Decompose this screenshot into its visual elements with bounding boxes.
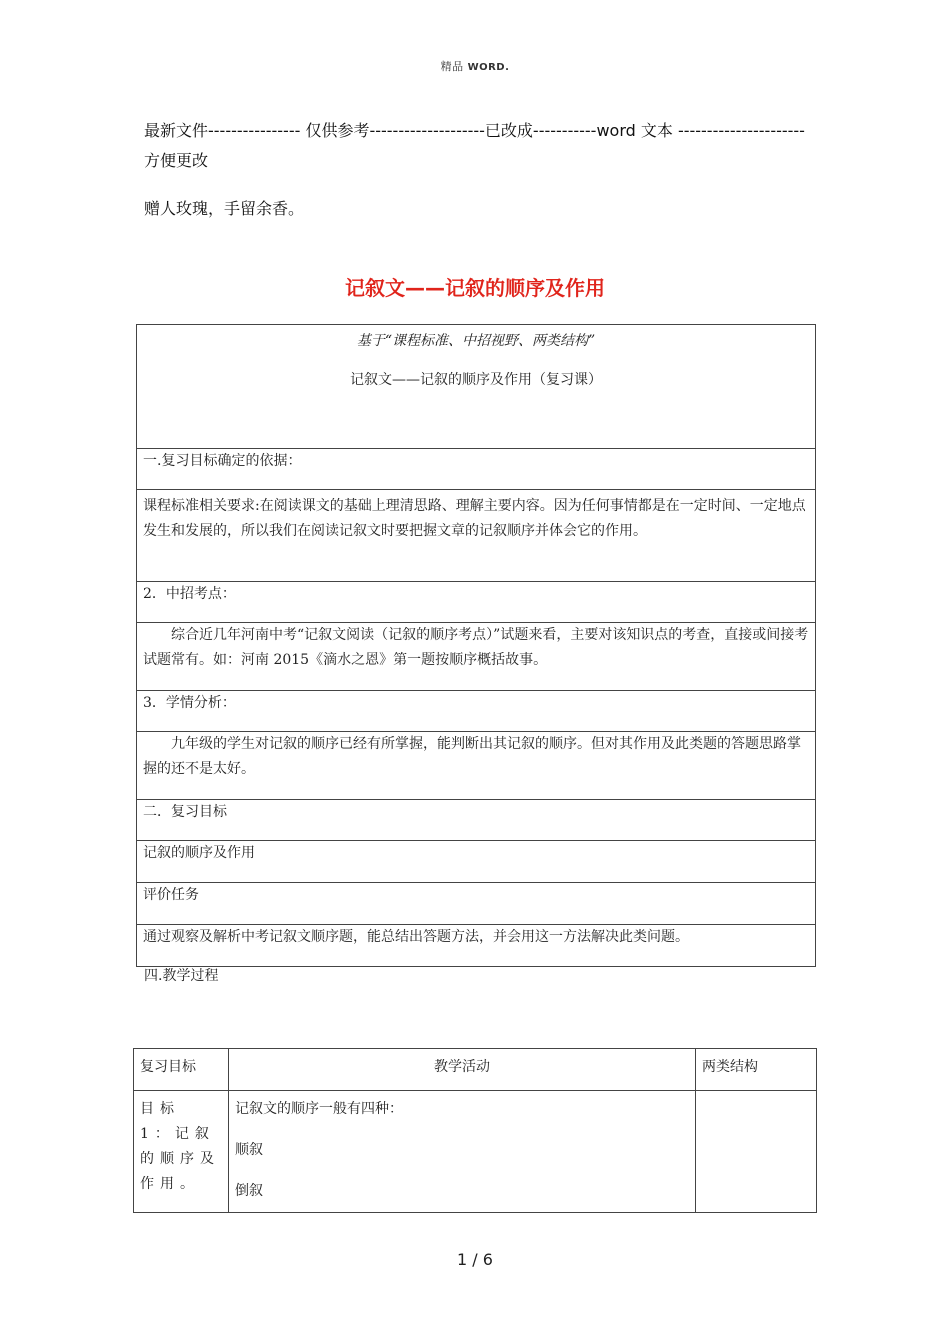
notice-motto: 赠人玫瑰，手留余香。 [144,199,305,218]
structure-cell [696,1091,817,1213]
intro-cell [137,325,816,449]
header-activity: 教学活动 [229,1049,696,1091]
table-row: 2．中招考点： [137,582,816,623]
document-title: 记叙文——记叙的顺序及作用 [345,276,605,300]
activity-line: 倒叙 [235,1183,263,1199]
activity-line: 顺叙 [235,1142,263,1158]
table-row: 二．复习目标 [137,800,816,841]
table-row: 课程标准相关要求:在阅读课文的基础上理清思路、理解主要内容。因为任何事情都是在一定时间、一定地点发生和发展的，所以我们在阅读记叙文时要把握文章的记叙顺序并体会它的作用。 [137,490,816,582]
header-brand-en: WORD. [467,62,510,73]
table-row: 评价任务 [137,883,816,925]
header-structure: 两类结构 [696,1049,817,1091]
table-row: 综合近几年河南中考“记叙文阅读（记叙的顺序考点）”试题来看，主要对该知识点的考查，直接或间接考试题常有。如：河南 2015《滴水之恩》第一题按顺序概括故事。 [137,623,816,691]
intro-lesson-name: 记叙文——记叙的顺序及作用（复习课） [350,372,602,388]
table-row: 一.复习目标确定的依据： [137,449,816,490]
activity-cell [229,1091,696,1213]
page-number: 1 / 6 [457,1250,493,1269]
section-four-heading: 四.教学过程 [144,968,219,984]
header-brand [0,58,950,74]
table-row: 记叙的顺序及作用 [137,841,816,883]
header-brand-cn: 精品 [440,60,464,73]
teaching-process-table [133,1048,817,1213]
goal-cell: 目标 1：记叙的顺序及作用。 [134,1091,229,1213]
intro-subtitle: 基于“课程标准、中招视野、两类结构” [356,333,596,349]
activity-line: 记叙文的顺序一般有四种： [235,1101,403,1117]
notice-line: 最新文件---------------- 仅供参考--------------------已改成-----------word 文本 ---------------------- 方便更改 [144,121,805,170]
header-goal: 复习目标 [134,1049,229,1091]
table-row: 通过观察及解析中考记叙文顺序题，能总结出答题方法，并会用这一方法解决此类问题。 [137,925,816,967]
table-row: 3．学情分析： [137,691,816,732]
lesson-plan-table [136,324,816,967]
table-row: 九年级的学生对记叙的顺序已经有所掌握，能判断出其记叙的顺序。但对其作用及此类题的答题思路掌握的还不是太好。 [137,732,816,800]
